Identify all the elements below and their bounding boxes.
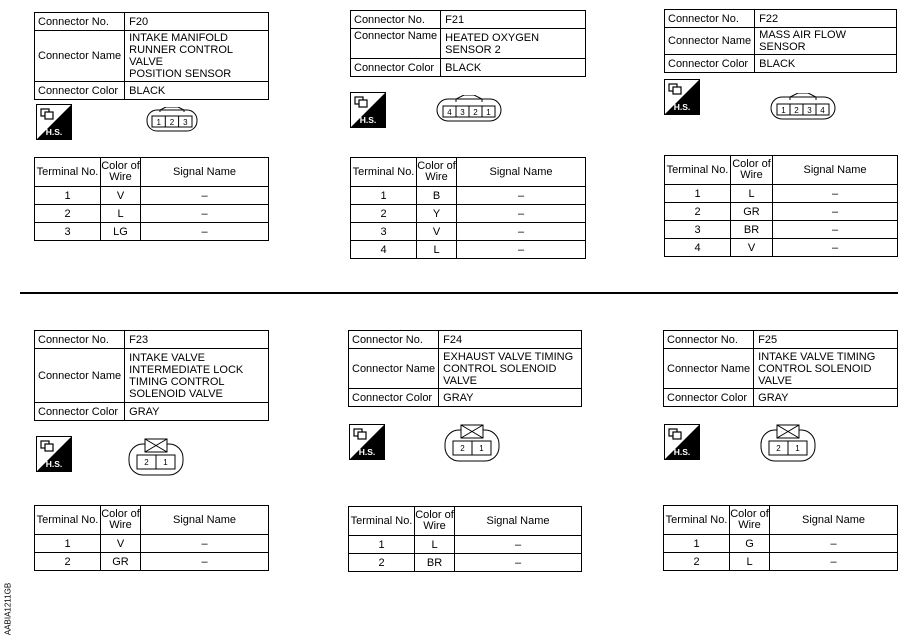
connector-no-label: Connector No. xyxy=(665,10,755,28)
terminal-table-wrap xyxy=(663,505,898,571)
terminal-table-wrap xyxy=(664,155,898,257)
header-line: Color of xyxy=(730,508,769,520)
connector-no-label: Connector No. xyxy=(349,331,439,349)
harness-side-icon xyxy=(664,424,700,460)
terminal-table xyxy=(34,505,269,571)
signal-cell: – xyxy=(141,535,269,553)
terminal-table-wrap xyxy=(34,157,269,241)
connector-name-line: POSITION SENSOR xyxy=(129,68,232,80)
connector-name-value xyxy=(441,29,586,59)
signal-name-header: Signal Name xyxy=(141,506,269,535)
header-line: Color of xyxy=(732,158,771,170)
signal-cell: – xyxy=(773,239,898,257)
terminal-cell: 3 xyxy=(665,221,731,239)
connector-name-label: Connector Name xyxy=(665,28,755,55)
color-of-wire-header xyxy=(101,158,141,187)
wire-color-cell: GR xyxy=(101,553,141,571)
connector-color-value: BLACK xyxy=(755,55,897,73)
connector-color-label: Connector Color xyxy=(35,82,125,100)
wire-color-cell: L xyxy=(101,205,141,223)
table-row xyxy=(664,535,898,553)
wire-color-cell: BR xyxy=(731,221,773,239)
wire-color-cell: Y xyxy=(417,205,457,223)
connector-color-value: BLACK xyxy=(125,82,269,100)
terminal-table xyxy=(663,505,898,571)
pin-label: 2 xyxy=(473,108,478,117)
terminal-cell: 4 xyxy=(665,239,731,257)
connector-no-label: Connector No. xyxy=(35,13,125,31)
pin-label: 2 xyxy=(169,118,175,127)
connector-name-value xyxy=(754,349,898,389)
terminal-cell: 2 xyxy=(349,554,415,572)
connector-info-table xyxy=(348,330,582,407)
signal-cell: – xyxy=(455,554,582,572)
terminal-cell: 2 xyxy=(35,205,101,223)
header-line: Wire xyxy=(109,519,132,531)
wire-color-cell: B xyxy=(417,187,457,205)
connector-name-label: Connector Name xyxy=(35,349,125,403)
connector-name-value xyxy=(439,349,582,389)
connector-info-table xyxy=(663,330,898,407)
wire-color-cell: L xyxy=(415,536,455,554)
terminal-cell: 2 xyxy=(351,205,417,223)
section-divider xyxy=(20,292,898,294)
signal-cell: – xyxy=(770,553,898,571)
connector-name-line: INTAKE VALVE TIMING xyxy=(758,350,876,363)
color-of-wire-header xyxy=(731,156,773,185)
connector-name-line: EXHAUST VALVE TIMING xyxy=(443,350,574,363)
connector-name-line: VALVE xyxy=(758,374,792,387)
harness-side-icon xyxy=(664,79,700,115)
header-line: Color of xyxy=(417,160,456,172)
table-row xyxy=(349,554,582,572)
terminal-cell: 2 xyxy=(665,203,731,221)
wire-color-cell: V xyxy=(417,223,457,241)
table-row xyxy=(351,187,586,205)
terminal-table xyxy=(34,157,269,241)
pin-label: 1 xyxy=(486,108,491,117)
figure-code xyxy=(2,584,14,634)
terminal-table xyxy=(348,506,582,572)
connector-face-icon xyxy=(444,424,500,462)
connector-name-line: MASS AIR FLOW SENSOR xyxy=(759,29,846,53)
terminal-no-header: Terminal No. xyxy=(665,156,731,185)
header-line: Color of xyxy=(101,508,140,520)
header-line: Wire xyxy=(425,171,448,183)
signal-cell: – xyxy=(141,187,269,205)
wire-color-cell: GR xyxy=(731,203,773,221)
table-row xyxy=(664,553,898,571)
terminal-cell: 1 xyxy=(35,535,101,553)
table-row xyxy=(665,185,898,203)
signal-cell: – xyxy=(773,185,898,203)
header-line: Wire xyxy=(740,169,763,181)
harness-side-icon xyxy=(36,436,72,472)
terminal-table xyxy=(350,157,586,259)
pin-label: 3 xyxy=(460,108,465,117)
connector-info-table xyxy=(664,9,897,73)
connector-info-table xyxy=(34,12,269,100)
connector-no-label: Connector No. xyxy=(664,331,754,349)
header-line: Wire xyxy=(423,520,446,532)
connector-face-icon xyxy=(770,93,836,121)
pin-label: 2 xyxy=(794,106,799,115)
color-of-wire-header xyxy=(415,507,455,536)
connector-name-line: HEATED OXYGEN xyxy=(445,31,540,44)
terminal-cell: 3 xyxy=(351,223,417,241)
connector-color-label: Connector Color xyxy=(35,403,125,421)
color-of-wire-header xyxy=(417,158,457,187)
terminal-table-wrap xyxy=(34,505,269,571)
hs-badge-text: H.S. xyxy=(359,115,377,125)
pin-label: 1 xyxy=(479,444,484,453)
connector-block-f24 xyxy=(348,330,582,407)
connector-block-f22 xyxy=(664,9,897,73)
terminal-cell: 2 xyxy=(35,553,101,571)
wire-color-cell: L xyxy=(731,185,773,203)
connector-name-line: VALVE xyxy=(443,374,477,387)
color-of-wire-header xyxy=(730,506,770,535)
pin-label: 3 xyxy=(183,118,188,127)
signal-name-header: Signal Name xyxy=(141,158,269,187)
connector-no-value: F21 xyxy=(441,11,586,29)
signal-cell: – xyxy=(773,203,898,221)
hs-badge-text: H.S. xyxy=(45,127,63,137)
terminal-no-header: Terminal No. xyxy=(349,507,415,536)
header-line: Color of xyxy=(101,160,140,172)
signal-cell: – xyxy=(457,241,586,259)
connector-color-label: Connector Color xyxy=(664,389,754,407)
table-row xyxy=(351,223,586,241)
connector-no-value: F22 xyxy=(755,10,897,28)
hs-badge-text: H.S. xyxy=(673,102,691,112)
terminal-cell: 1 xyxy=(665,185,731,203)
signal-cell: – xyxy=(457,223,586,241)
pin-label: 4 xyxy=(820,106,825,115)
connector-face-icon xyxy=(760,424,816,462)
table-row xyxy=(349,536,582,554)
connector-block-f25 xyxy=(663,330,898,407)
table-row xyxy=(35,223,269,241)
connector-name-value xyxy=(755,28,897,55)
terminal-no-header: Terminal No. xyxy=(35,506,101,535)
connector-name-label: Connector Name xyxy=(351,29,441,59)
terminal-cell: 1 xyxy=(35,187,101,205)
pin-label: 2 xyxy=(460,444,465,453)
table-row xyxy=(35,535,269,553)
connector-color-value: GRAY xyxy=(125,403,269,421)
pin-label: 1 xyxy=(163,458,168,467)
table-row xyxy=(351,205,586,223)
connector-color-label: Connector Color xyxy=(351,59,441,77)
connector-no-label: Connector No. xyxy=(35,331,125,349)
pin-label: 1 xyxy=(781,106,786,115)
terminal-table xyxy=(664,155,898,257)
terminal-cell: 4 xyxy=(351,241,417,259)
pin-label: 2 xyxy=(776,444,781,453)
connector-no-value: F24 xyxy=(439,331,582,349)
signal-cell: – xyxy=(457,205,586,223)
connector-no-value: F23 xyxy=(125,331,269,349)
pin-label: 1 xyxy=(795,444,800,453)
terminal-cell: 1 xyxy=(349,536,415,554)
table-row xyxy=(351,241,586,259)
connector-no-value: F20 xyxy=(125,13,269,31)
signal-cell: – xyxy=(141,205,269,223)
terminal-cell: 3 xyxy=(35,223,101,241)
table-row xyxy=(35,187,269,205)
header-line: Color of xyxy=(415,509,454,521)
harness-side-icon xyxy=(350,92,386,128)
connector-block-f23 xyxy=(34,330,269,421)
table-row xyxy=(35,205,269,223)
connector-info-table xyxy=(350,10,586,77)
signal-cell: – xyxy=(141,553,269,571)
terminal-table-wrap xyxy=(348,506,582,572)
connector-name-line: INTAKE MANIFOLD xyxy=(129,32,228,44)
wire-color-cell: V xyxy=(731,239,773,257)
color-of-wire-header xyxy=(101,506,141,535)
harness-side-icon xyxy=(36,104,72,140)
table-row xyxy=(35,553,269,571)
connector-no-label: Connector No. xyxy=(351,11,441,29)
connector-no-value: F25 xyxy=(754,331,898,349)
wire-color-cell: V xyxy=(101,535,141,553)
wire-color-cell: V xyxy=(101,187,141,205)
pin-label: 3 xyxy=(807,106,812,115)
terminal-table-wrap xyxy=(350,157,586,259)
signal-cell: – xyxy=(457,187,586,205)
connector-name-line: SOLENOID VALVE xyxy=(129,387,223,400)
connector-name-line: TIMING CONTROL xyxy=(129,375,225,388)
connector-name-line: CONTROL SOLENOID xyxy=(443,362,557,375)
terminal-no-header: Terminal No. xyxy=(664,506,730,535)
connector-name-value xyxy=(125,31,269,82)
pin-label: 1 xyxy=(156,118,161,127)
wire-color-cell: G xyxy=(730,535,770,553)
header-line: Wire xyxy=(738,519,761,531)
connector-name-line: SENSOR 2 xyxy=(445,43,501,56)
connector-name-line: INTAKE VALVE xyxy=(129,351,205,364)
wire-color-cell: LG xyxy=(101,223,141,241)
connector-name-value xyxy=(125,349,269,403)
signal-name-header: Signal Name xyxy=(457,158,586,187)
signal-name-header: Signal Name xyxy=(773,156,898,185)
table-row xyxy=(665,203,898,221)
connector-color-label: Connector Color xyxy=(665,55,755,73)
pin-label: 4 xyxy=(447,108,452,117)
table-row xyxy=(665,239,898,257)
connector-name-label: Connector Name xyxy=(349,349,439,389)
terminal-no-header: Terminal No. xyxy=(35,158,101,187)
table-row xyxy=(665,221,898,239)
harness-side-icon xyxy=(349,424,385,460)
connector-name-line: CONTROL SOLENOID xyxy=(758,362,872,375)
hs-badge-text: H.S. xyxy=(673,447,691,457)
connector-color-value: BLACK xyxy=(441,59,586,77)
terminal-cell: 1 xyxy=(664,535,730,553)
signal-name-header: Signal Name xyxy=(770,506,898,535)
signal-cell: – xyxy=(773,221,898,239)
terminal-cell: 1 xyxy=(351,187,417,205)
terminal-no-header: Terminal No. xyxy=(351,158,417,187)
connector-face-icon xyxy=(128,438,184,476)
wire-color-cell: BR xyxy=(415,554,455,572)
terminal-cell: 2 xyxy=(664,553,730,571)
connector-color-label: Connector Color xyxy=(349,389,439,407)
connector-block-f21 xyxy=(350,10,586,77)
signal-cell: – xyxy=(141,223,269,241)
connector-color-value: GRAY xyxy=(754,389,898,407)
hs-badge-text: H.S. xyxy=(358,447,376,457)
hs-badge-text: H.S. xyxy=(45,459,63,469)
wire-color-cell: L xyxy=(417,241,457,259)
connector-name-line: INTERMEDIATE LOCK xyxy=(129,363,244,376)
signal-name-header: Signal Name xyxy=(455,507,582,536)
wire-color-cell: L xyxy=(730,553,770,571)
connector-name-line: RUNNER CONTROL VALVE xyxy=(129,44,233,68)
pin-label: 2 xyxy=(144,458,149,467)
connector-block-f20 xyxy=(34,12,269,100)
connector-name-label: Connector Name xyxy=(664,349,754,389)
connector-name-label: Connector Name xyxy=(35,31,125,82)
connector-info-table xyxy=(34,330,269,421)
figure-code-text: AABIA1211GB xyxy=(3,582,13,636)
header-line: Wire xyxy=(109,171,132,183)
signal-cell: – xyxy=(455,536,582,554)
connector-color-value: GRAY xyxy=(439,389,582,407)
connector-face-icon xyxy=(146,107,198,133)
connector-face-icon xyxy=(436,95,502,123)
signal-cell: – xyxy=(770,535,898,553)
